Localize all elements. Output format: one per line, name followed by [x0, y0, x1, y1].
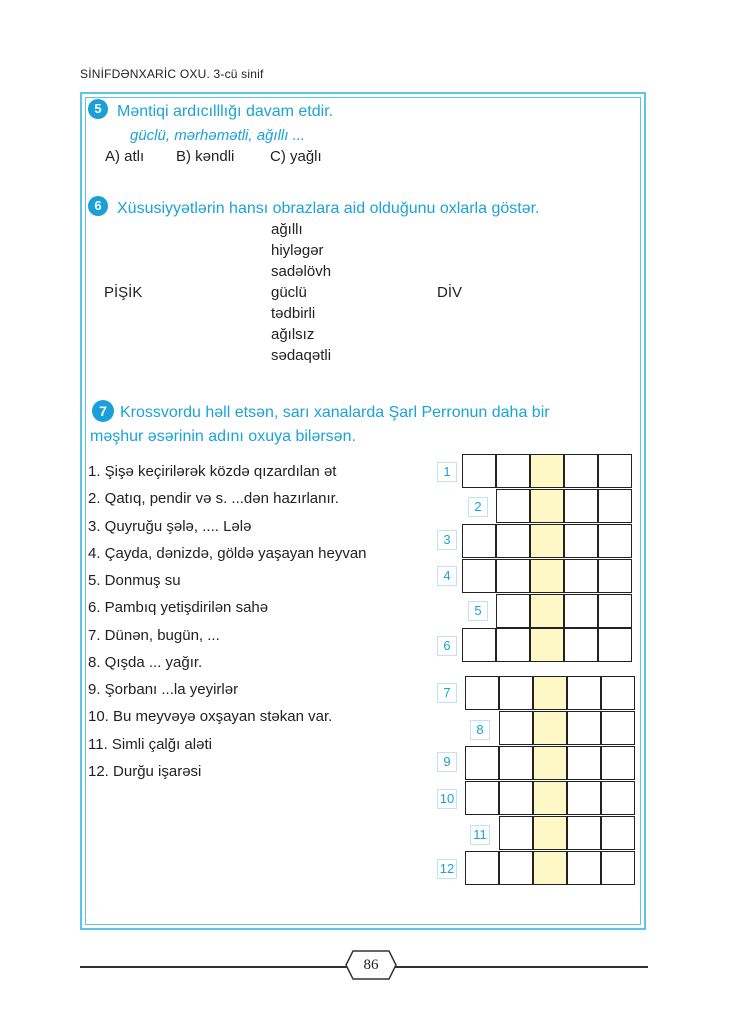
crossword-cell[interactable] — [601, 711, 635, 745]
crossword-cell[interactable] — [499, 781, 533, 815]
page-number: 86 — [363, 957, 379, 973]
crossword-cell[interactable] — [567, 746, 601, 780]
crossword-cell[interactable] — [567, 676, 601, 710]
crossword-cell[interactable] — [564, 628, 598, 662]
crossword-cell-highlighted[interactable] — [530, 594, 564, 628]
crossword-cell[interactable] — [465, 676, 499, 710]
crossword-cell-highlighted[interactable] — [530, 524, 564, 558]
character-div: DİV — [437, 284, 463, 301]
crossword-cell[interactable] — [564, 489, 598, 523]
crossword-number-8: 8 — [470, 720, 490, 740]
crossword-cell[interactable] — [496, 628, 530, 662]
clue-item: 2. Qatıq, pendir və s. ...dən hazırlanır. — [88, 490, 339, 507]
trait-item: ağıllı — [271, 221, 303, 238]
clue-item: 7. Dünən, bugün, ... — [88, 627, 220, 644]
crossword-cell[interactable] — [499, 746, 533, 780]
crossword-cell[interactable] — [564, 454, 598, 488]
question-5-option-a: A) atlı — [105, 148, 145, 165]
crossword-cell-highlighted[interactable] — [533, 816, 567, 850]
crossword-cell[interactable] — [567, 816, 601, 850]
clue-item: 3. Quyruğu şələ, .... Lələ — [88, 518, 252, 535]
clue-item: 1. Şişə keçirilərək közdə qızardılan ət — [88, 463, 337, 480]
question-7-badge: 7 — [92, 400, 114, 422]
crossword-cell[interactable] — [499, 851, 533, 885]
crossword-cell[interactable] — [496, 454, 530, 488]
crossword-number-4: 4 — [437, 566, 457, 586]
crossword-cell[interactable] — [496, 594, 530, 628]
crossword-cell[interactable] — [462, 454, 496, 488]
clue-item: 10. Bu meyvəyə oxşayan stəkan var. — [88, 708, 333, 725]
crossword-cell[interactable] — [601, 781, 635, 815]
crossword-cell-highlighted[interactable] — [533, 746, 567, 780]
question-5-title: Məntiqi ardıcılllığı davam etdir. — [117, 103, 334, 120]
question-5-badge: 5 — [88, 99, 108, 119]
crossword-cell-highlighted[interactable] — [533, 851, 567, 885]
question-7-title-line1: Krossvordu həll etsən, sarı xanalarda Şarl Perronun daha bir — [120, 404, 550, 421]
clue-item: 12. Durğu işarəsi — [88, 763, 202, 780]
crossword-number-1: 1 — [437, 462, 457, 482]
crossword-cell[interactable] — [462, 628, 496, 662]
crossword-number-11: 11 — [470, 825, 490, 845]
clue-item: 5. Donmuş su — [88, 572, 181, 589]
crossword-cell[interactable] — [496, 559, 530, 593]
clue-item: 9. Şorbanı ...la yeyirlər — [88, 681, 239, 698]
crossword-cell[interactable] — [496, 524, 530, 558]
crossword-cell[interactable] — [601, 816, 635, 850]
crossword-cell[interactable] — [567, 851, 601, 885]
crossword-cell[interactable] — [564, 559, 598, 593]
crossword-cell[interactable] — [598, 489, 632, 523]
crossword-cell[interactable] — [462, 559, 496, 593]
trait-item: hiyləgər — [271, 242, 324, 259]
footer-rule-right — [394, 966, 648, 968]
question-6-badge: 6 — [88, 196, 108, 216]
crossword-cell[interactable] — [598, 594, 632, 628]
crossword-cell[interactable] — [598, 559, 632, 593]
crossword-cell[interactable] — [564, 594, 598, 628]
trait-item: sədaqətli — [271, 347, 332, 364]
clue-item: 4. Çayda, dənizdə, göldə yaşayan heyvan — [88, 545, 367, 562]
crossword-cell[interactable] — [567, 781, 601, 815]
question-6-title: Xüsusiyyətlərin hansı obrazlara aid olduğunu oxlarla göstər. — [117, 200, 540, 217]
crossword-cell-highlighted[interactable] — [533, 676, 567, 710]
crossword-cell[interactable] — [598, 454, 632, 488]
question-5-option-c: C) yağlı — [270, 148, 322, 165]
clue-item: 11. Simli çalğı aləti — [88, 736, 212, 753]
question-7-title-line2: məşhur əsərinin adını oxuya bilərsən. — [90, 428, 356, 445]
crossword-number-7: 7 — [437, 683, 457, 703]
crossword-number-10: 10 — [437, 789, 457, 809]
clue-item: 8. Qışda ... yağır. — [88, 654, 203, 671]
trait-item: güclü — [271, 284, 307, 301]
crossword-cell[interactable] — [601, 746, 635, 780]
character-pisik: PİŞİK — [104, 284, 143, 301]
crossword-cell-highlighted[interactable] — [530, 454, 564, 488]
crossword-cell[interactable] — [564, 524, 598, 558]
crossword-cell-highlighted[interactable] — [530, 628, 564, 662]
trait-item: sadəlövh — [271, 263, 332, 280]
crossword-cell[interactable] — [598, 628, 632, 662]
question-5-sequence: güclü, mərhəmətli, ağıllı ... — [130, 127, 306, 144]
crossword-number-12: 12 — [437, 859, 457, 879]
footer-rule-left — [80, 966, 348, 968]
crossword-cell[interactable] — [465, 746, 499, 780]
running-header: SİNİFDƏNXARİC OXU. 3-cü sinif — [80, 67, 264, 81]
crossword-cell[interactable] — [499, 711, 533, 745]
crossword-cell[interactable] — [496, 489, 530, 523]
crossword-cell-highlighted[interactable] — [530, 559, 564, 593]
trait-item: ağılsız — [271, 326, 315, 343]
crossword-cell-highlighted[interactable] — [533, 781, 567, 815]
clue-item: 6. Pambıq yetişdirilən sahə — [88, 599, 269, 616]
trait-item: tədbirli — [271, 305, 316, 322]
crossword-cell-highlighted[interactable] — [530, 489, 564, 523]
crossword-cell-highlighted[interactable] — [533, 711, 567, 745]
crossword-cell[interactable] — [598, 524, 632, 558]
crossword-number-2: 2 — [468, 497, 488, 517]
crossword-cell[interactable] — [465, 781, 499, 815]
crossword-number-9: 9 — [437, 752, 457, 772]
crossword-cell[interactable] — [499, 676, 533, 710]
crossword-cell[interactable] — [499, 816, 533, 850]
crossword-cell[interactable] — [601, 676, 635, 710]
crossword-cell[interactable] — [465, 851, 499, 885]
crossword-cell[interactable] — [462, 524, 496, 558]
crossword-number-5: 5 — [468, 601, 488, 621]
crossword-cell[interactable] — [601, 851, 635, 885]
question-5-option-b: B) kəndli — [176, 148, 235, 165]
crossword-cell[interactable] — [567, 711, 601, 745]
crossword-number-6: 6 — [437, 636, 457, 656]
crossword-number-3: 3 — [437, 530, 457, 550]
